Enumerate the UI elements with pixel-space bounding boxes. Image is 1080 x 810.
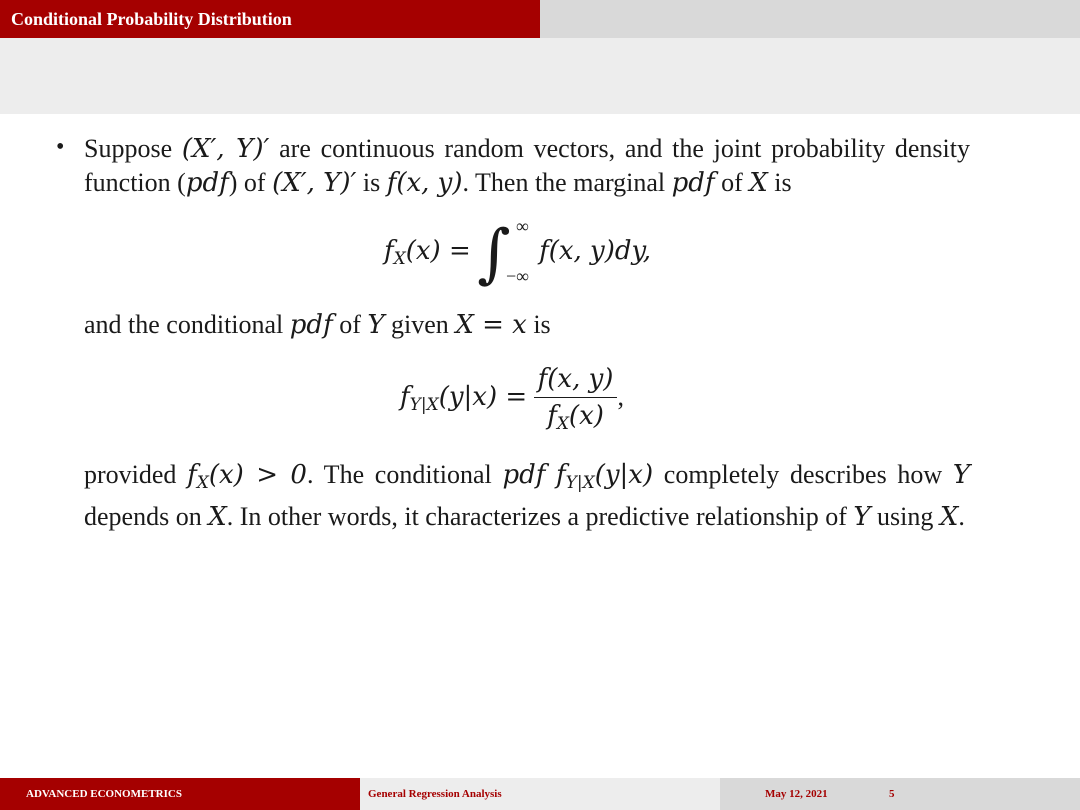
footer-lecture-title: General Regression Analysis — [360, 778, 720, 810]
math-random-vector: (X′, Y)′ — [181, 134, 270, 164]
integral-sign: ∫ — [477, 217, 511, 291]
frame-title-bar — [0, 0, 1080, 38]
slide-content — [0, 114, 1080, 774]
paragraph-interpretation: provided $f_X(x) > 0$. The conditional pdf $f_{Y|X}(y|x)$ completely describes how Y depends on X. In other words, it characterizes a predictive relationship of Y using X. — [84, 460, 971, 532]
page-number: 5 — [889, 788, 895, 800]
footer-date: May 12, 2021 — [765, 788, 828, 800]
bullet-icon: • — [56, 134, 65, 160]
math-joint-pdf: f(x, y) — [386, 168, 463, 198]
fraction: $\frac{f(x, y)}{f_X(x)}$ — [534, 364, 618, 434]
subtitle-band — [0, 38, 1080, 114]
equation-conditional-pdf: $f_{Y|X}(y|x)$ = $\frac{f(x, y)}{f_X(x)}$ , — [400, 364, 624, 434]
footer-bar — [0, 778, 1080, 810]
footer-meta — [720, 778, 1080, 810]
paragraph-intro: Suppose (X′, Y)′ are continuous random vectors, and the joint probability density function (pdf) of (X′, Y)′ is f(x, y). Then the marginal pdf of X is — [84, 134, 970, 198]
paragraph-conditional: and the conditional pdf of Y given X = x is — [84, 310, 551, 340]
equation-marginal-pdf: $f_X(x)$ = ∫ ∞ −∞ f(x, y)dy, — [384, 216, 652, 291]
frame-title: Conditional Probability Distribution — [0, 0, 540, 38]
footer-course: ADVANCED ECONOMETRICS — [0, 778, 360, 810]
